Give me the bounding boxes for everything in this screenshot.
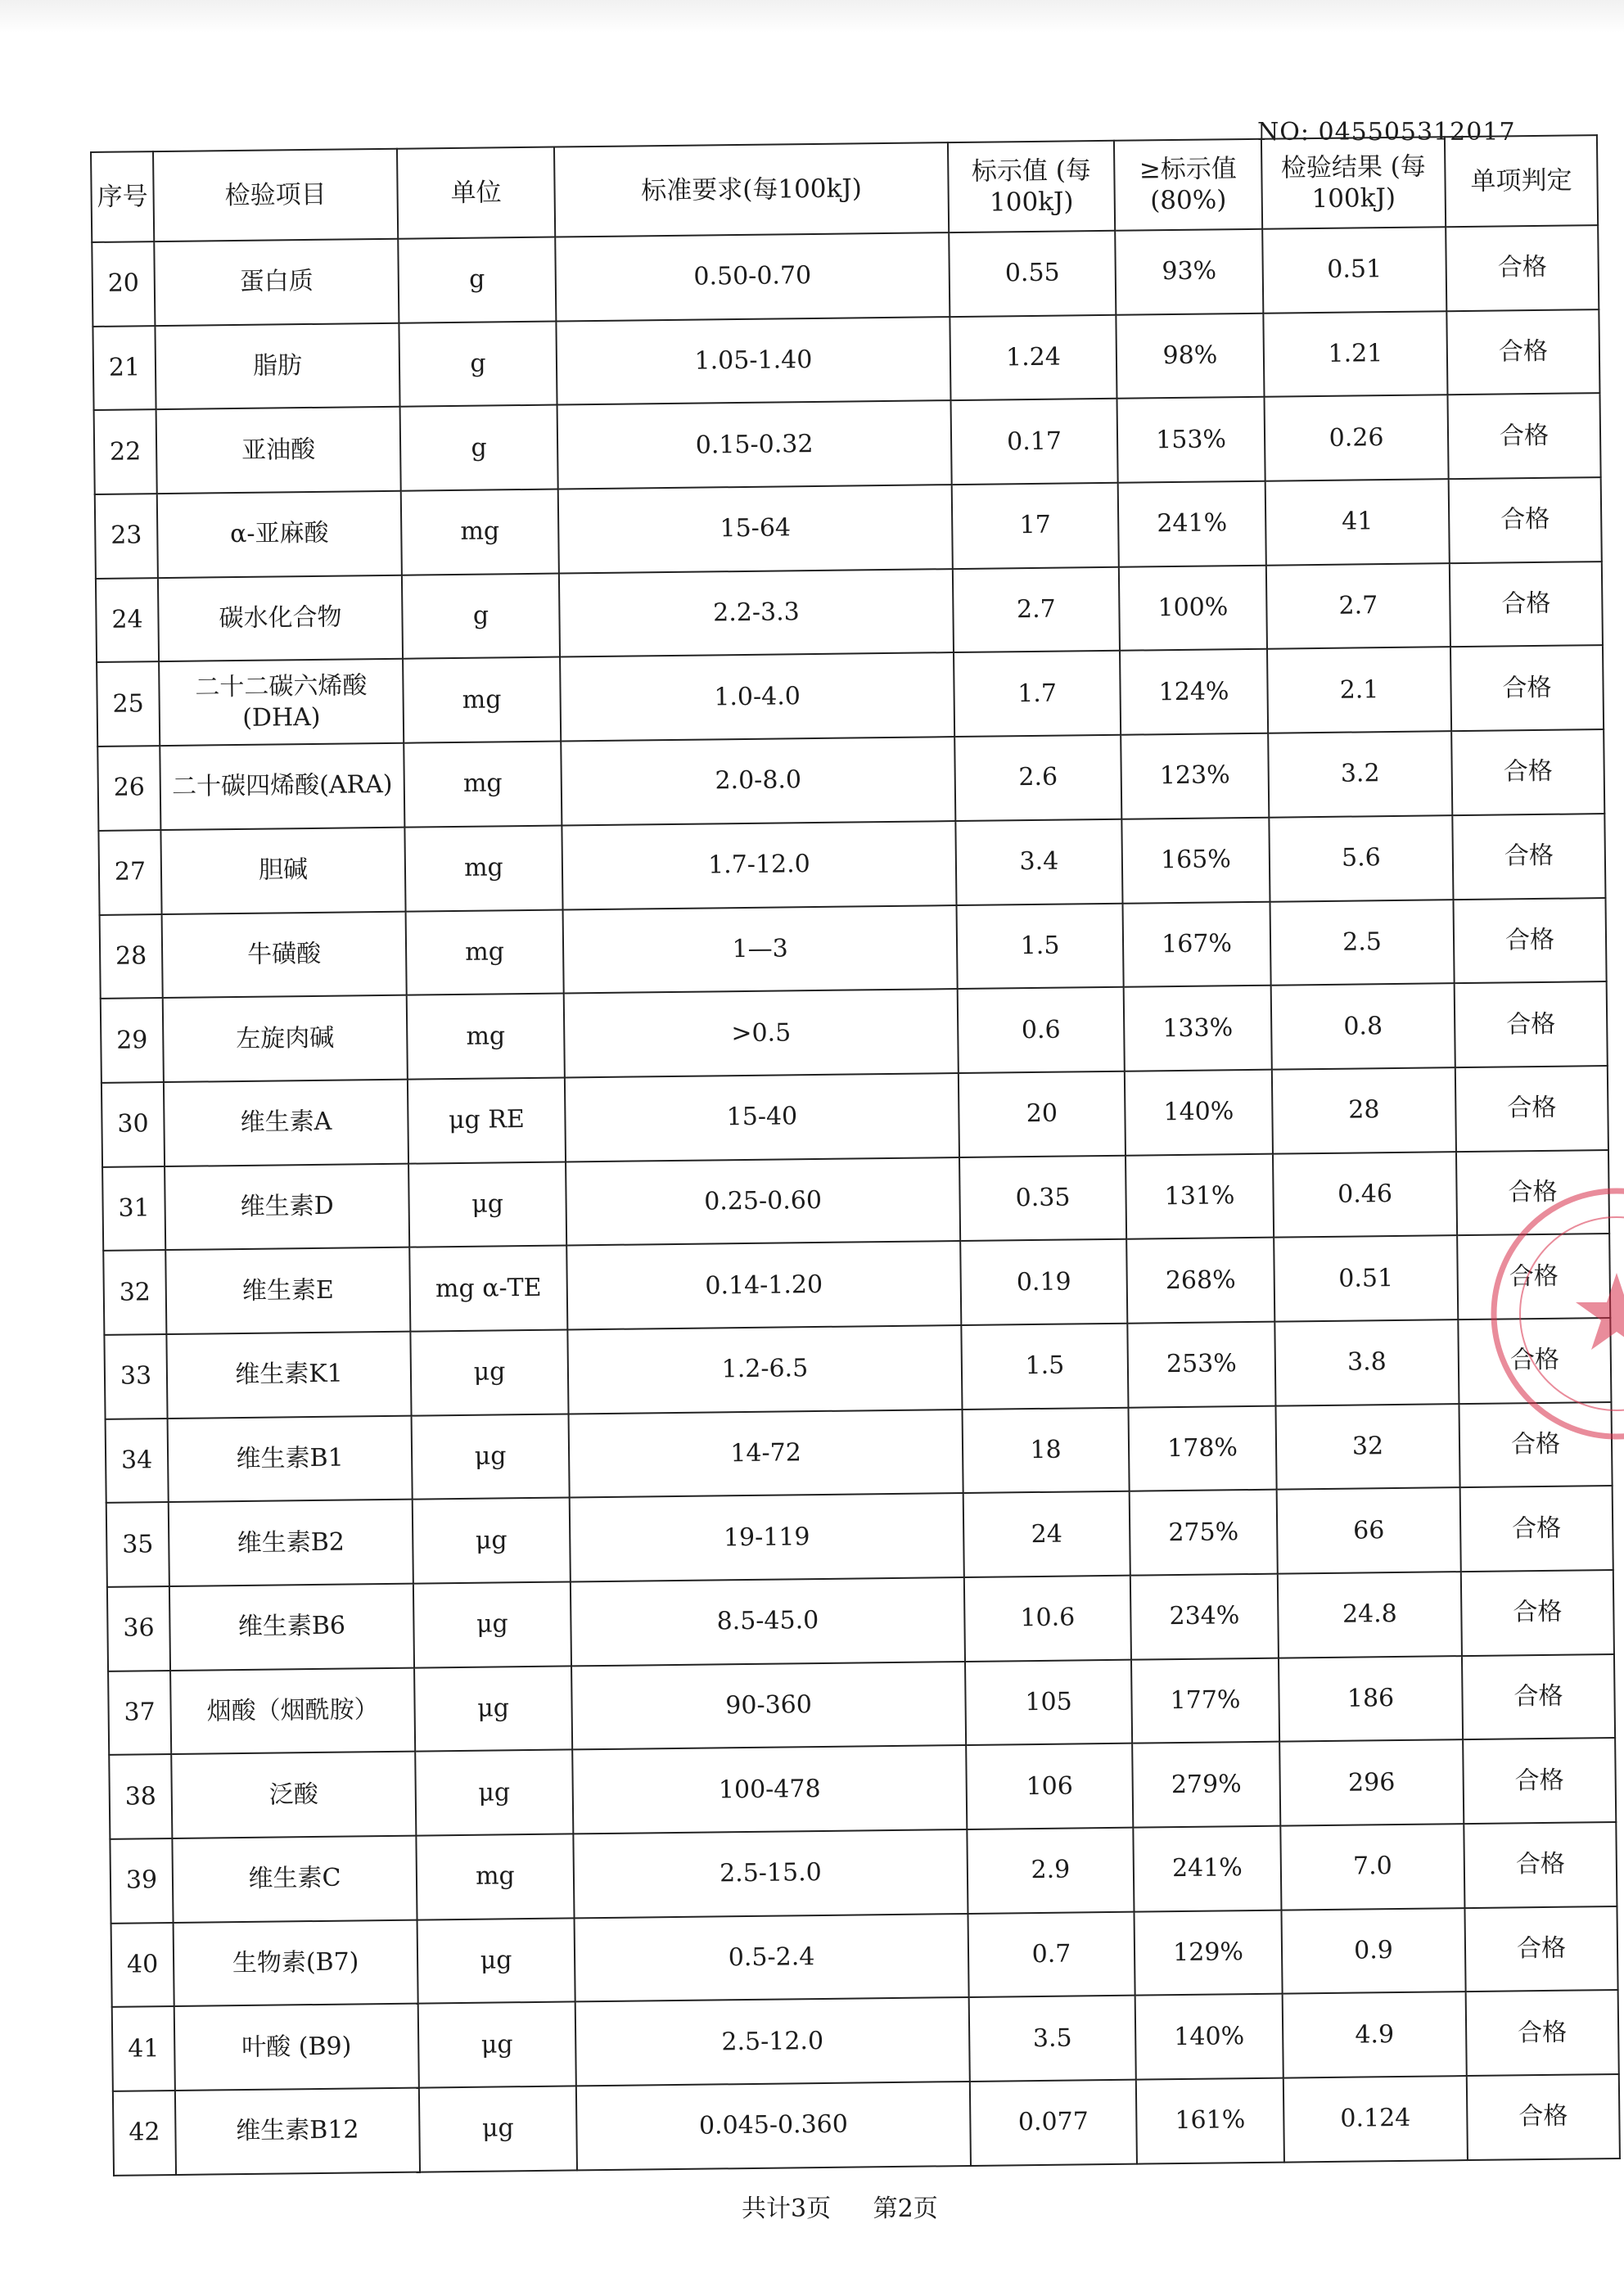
cell-item: 二十碳四烯酸(ARA) — [160, 743, 404, 830]
cell-label-value: 1.5 — [957, 903, 1124, 989]
cell-item: 维生素A — [164, 1080, 408, 1166]
cell-label-value: 0.077 — [970, 2080, 1137, 2166]
cell-label-value: 0.35 — [959, 1155, 1126, 1241]
cell-unit: mg — [404, 825, 562, 911]
cell-ratio: 167% — [1122, 901, 1270, 987]
cell-standard: 100-478 — [572, 1745, 967, 1834]
table-header-row — [91, 135, 1598, 242]
cell-verdict: 合格 — [1464, 1822, 1617, 1908]
cell-unit: μg — [419, 2086, 577, 2172]
cell-result: 0.51 — [1262, 227, 1446, 313]
cell-label-value: 3.5 — [969, 1996, 1136, 2082]
cell-ratio: 133% — [1124, 986, 1272, 1071]
cell-unit: mg α-TE — [409, 1246, 567, 1332]
cell-label-value: 17 — [952, 483, 1119, 569]
cell-item: 胆碱 — [160, 828, 405, 914]
cell-result: 32 — [1275, 1404, 1459, 1490]
cell-ratio: 93% — [1115, 229, 1263, 315]
cell-verdict: 合格 — [1461, 1570, 1614, 1656]
cell-item: 生物素(B7) — [174, 1919, 418, 2006]
cell-item: 叶酸 (B9) — [174, 2004, 419, 2091]
cell-result: 4.9 — [1283, 1992, 1467, 2078]
cell-seq: 25 — [97, 662, 160, 747]
cell-seq: 38 — [109, 1754, 172, 1839]
header-unit: 单位 — [397, 147, 555, 239]
cell-unit: μg — [412, 1414, 570, 1500]
cell-seq: 28 — [100, 914, 163, 999]
cell-ratio: 234% — [1130, 1574, 1279, 1660]
cell-seq: 40 — [111, 1923, 174, 2008]
cell-verdict: 合格 — [1450, 646, 1604, 732]
cell-seq: 34 — [106, 1419, 169, 1504]
cell-item: 维生素B6 — [169, 1584, 414, 1671]
cell-label-value: 20 — [959, 1071, 1126, 1157]
cell-ratio: 178% — [1128, 1405, 1276, 1491]
cell-unit: mg — [403, 657, 561, 743]
cell-ratio: 140% — [1135, 1994, 1283, 2080]
cell-verdict: 合格 — [1449, 477, 1602, 563]
cell-item: 亚油酸 — [156, 407, 401, 494]
cell-unit: μg — [415, 1750, 573, 1836]
cell-result: 2.5 — [1270, 900, 1454, 986]
cell-seq: 29 — [101, 998, 164, 1083]
cell-label-value: 18 — [963, 1407, 1130, 1493]
cell-seq: 32 — [103, 1250, 166, 1335]
cell-ratio: 268% — [1126, 1238, 1274, 1324]
cell-seq: 37 — [108, 1671, 171, 1756]
cell-result: 66 — [1277, 1487, 1461, 1573]
cell-label-value: 2.6 — [954, 735, 1121, 821]
cell-standard: 0.25-0.60 — [566, 1157, 960, 1246]
cell-seq: 31 — [102, 1166, 165, 1252]
cell-standard: 2.5-15.0 — [573, 1829, 968, 1918]
inspection-results-table — [90, 134, 1621, 2176]
cell-item: 维生素D — [165, 1163, 409, 1250]
cell-label-value: 2.7 — [953, 567, 1120, 653]
cell-label-value: 106 — [966, 1743, 1133, 1829]
cell-result: 3.8 — [1274, 1319, 1459, 1405]
cell-item: 牛磺酸 — [162, 911, 407, 998]
cell-standard: 0.50-0.70 — [555, 232, 950, 321]
cell-label-value: 0.17 — [951, 399, 1118, 485]
cell-item: 维生素B12 — [175, 2088, 420, 2175]
header-verdict: 单项判定 — [1445, 135, 1598, 227]
cell-standard: 1.05-1.40 — [556, 317, 950, 405]
cell-verdict: 合格 — [1447, 393, 1600, 479]
cell-result: 0.51 — [1274, 1235, 1458, 1321]
cell-verdict: 合格 — [1455, 981, 1608, 1067]
cell-verdict: 合格 — [1446, 309, 1599, 395]
cell-verdict: 合格 — [1457, 1234, 1610, 1319]
cell-result: 0.26 — [1264, 395, 1448, 481]
cell-ratio: 98% — [1116, 313, 1264, 399]
cell-ratio: 241% — [1118, 481, 1266, 567]
cell-standard: 0.045-0.360 — [576, 2082, 971, 2170]
cell-verdict: 合格 — [1466, 1990, 1619, 2076]
cell-unit: g — [402, 573, 560, 659]
cell-result: 296 — [1279, 1739, 1464, 1825]
cell-result: 0.8 — [1271, 983, 1455, 1069]
cell-standard: 19-119 — [570, 1493, 964, 1581]
table-row — [113, 2074, 1620, 2176]
cell-result: 0.124 — [1283, 2076, 1468, 2162]
cell-standard: 2.2-3.3 — [559, 569, 954, 657]
cell-label-value: 1.7 — [954, 651, 1121, 737]
cell-ratio: 279% — [1132, 1742, 1280, 1828]
cell-standard: 8.5-45.0 — [571, 1577, 965, 1666]
cell-verdict: 合格 — [1467, 2074, 1620, 2160]
cell-result: 0.46 — [1273, 1152, 1457, 1238]
cell-seq: 41 — [112, 2006, 175, 2091]
cell-seq: 21 — [92, 326, 156, 411]
cell-label-value: 105 — [965, 1659, 1132, 1745]
current-page: 第2页 — [873, 2195, 938, 2223]
cell-verdict: 合格 — [1450, 562, 1603, 647]
cell-seq: 22 — [94, 409, 157, 494]
cell-standard: 2.5-12.0 — [575, 1997, 970, 2086]
header-item: 检验项目 — [153, 149, 398, 241]
cell-seq: 20 — [92, 241, 155, 327]
cell-result: 186 — [1279, 1656, 1463, 1742]
cell-label-value: 24 — [963, 1491, 1130, 1577]
cell-label-value: 0.6 — [958, 987, 1125, 1073]
cell-label-value: 1.5 — [961, 1324, 1128, 1410]
scan-shadow — [0, 0, 1624, 33]
cell-verdict: 合格 — [1459, 1402, 1612, 1488]
cell-result: 28 — [1272, 1067, 1456, 1153]
cell-result: 1.21 — [1263, 311, 1447, 397]
cell-item: 维生素B2 — [169, 1500, 413, 1586]
cell-verdict: 合格 — [1456, 1150, 1609, 1236]
cell-unit: μg — [410, 1329, 568, 1415]
table-body — [92, 225, 1620, 2176]
cell-unit: g — [399, 321, 557, 407]
report-number: NO: 045505312017 — [1257, 118, 1516, 147]
header-label-value: 标示值 (每100kJ) — [948, 141, 1115, 232]
cell-unit: μg — [414, 1666, 572, 1752]
cell-unit: μg — [417, 1918, 575, 2004]
cell-standard: 1—3 — [563, 905, 958, 994]
cell-ratio: 100% — [1119, 565, 1267, 651]
cell-item: 维生素K1 — [166, 1332, 411, 1419]
cell-label-value: 3.4 — [955, 819, 1122, 905]
header-seq: 序号 — [91, 151, 154, 242]
cell-unit: μg RE — [408, 1077, 566, 1163]
cell-unit: mg — [404, 742, 562, 828]
cell-verdict: 合格 — [1458, 1318, 1611, 1404]
cell-standard: 1.2-6.5 — [567, 1325, 962, 1414]
cell-item: 维生素B1 — [168, 1415, 413, 1502]
cell-verdict: 合格 — [1460, 1486, 1613, 1572]
cell-item: α-亚麻酸 — [157, 491, 402, 578]
cell-ratio: 124% — [1120, 649, 1268, 735]
cell-result: 5.6 — [1269, 815, 1453, 901]
cell-unit: μg — [413, 1581, 571, 1667]
cell-standard: >0.5 — [564, 989, 959, 1077]
cell-ratio: 123% — [1121, 733, 1269, 819]
cell-label-value: 2.9 — [967, 1828, 1134, 1914]
cell-item: 左旋肉碱 — [163, 995, 408, 1082]
cell-ratio: 177% — [1131, 1658, 1279, 1743]
header-standard: 标准要求(每100kJ) — [554, 142, 949, 237]
cell-item: 碳水化合物 — [158, 575, 403, 661]
cell-standard: 1.7-12.0 — [562, 821, 956, 909]
cell-result: 2.7 — [1266, 563, 1450, 649]
cell-ratio: 161% — [1136, 2078, 1284, 2164]
cell-result: 3.2 — [1268, 731, 1452, 817]
cell-result: 0.9 — [1281, 1908, 1465, 1994]
cell-item: 脂肪 — [155, 323, 399, 409]
cell-seq: 35 — [106, 1502, 169, 1587]
cell-unit: μg — [408, 1162, 566, 1247]
cell-unit: mg — [401, 489, 559, 575]
cell-ratio: 241% — [1133, 1826, 1281, 1912]
cell-label-value: 0.55 — [949, 231, 1116, 317]
cell-result: 41 — [1265, 479, 1450, 565]
cell-result: 24.8 — [1278, 1572, 1462, 1658]
cell-label-value: 10.6 — [964, 1576, 1131, 1662]
cell-standard: 0.14-1.20 — [566, 1241, 961, 1329]
cell-item: 维生素C — [172, 1836, 417, 1923]
cell-unit: mg — [406, 909, 564, 995]
cell-standard: 15-40 — [565, 1073, 959, 1162]
cell-unit: μg — [413, 1498, 571, 1584]
cell-item: 蛋白质 — [154, 239, 399, 326]
cell-ratio: 153% — [1117, 397, 1265, 483]
header-result: 检验结果 (每100kJ) — [1261, 137, 1446, 229]
cell-standard: 2.0-8.0 — [561, 737, 955, 825]
cell-ratio: 275% — [1130, 1490, 1278, 1576]
cell-verdict: 合格 — [1446, 225, 1599, 311]
cell-seq: 24 — [96, 578, 159, 663]
cell-unit: g — [398, 237, 556, 323]
cell-seq: 30 — [102, 1082, 165, 1167]
cell-item: 烟酸（烟酰胺） — [170, 1667, 415, 1754]
cell-seq: 36 — [107, 1586, 170, 1671]
cell-verdict: 合格 — [1462, 1654, 1615, 1740]
cell-item: 泛酸 — [171, 1752, 416, 1838]
cell-label-value: 1.24 — [950, 314, 1116, 400]
cell-seq: 39 — [110, 1838, 173, 1924]
header-ratio: ≥标示值 (80%) — [1114, 139, 1262, 231]
cell-seq: 27 — [98, 830, 161, 915]
cell-label-value: 0.19 — [960, 1239, 1127, 1325]
cell-seq: 33 — [104, 1334, 167, 1419]
cell-unit: μg — [418, 2002, 576, 2088]
cell-seq: 42 — [113, 2091, 176, 2176]
cell-standard: 90-360 — [571, 1662, 966, 1750]
cell-standard: 1.0-4.0 — [560, 653, 954, 742]
cell-ratio: 129% — [1134, 1910, 1282, 1996]
cell-ratio: 253% — [1127, 1322, 1275, 1408]
cell-verdict: 合格 — [1464, 1906, 1617, 1992]
cell-seq: 23 — [95, 494, 158, 579]
cell-seq: 26 — [97, 746, 160, 831]
cell-verdict: 合格 — [1452, 814, 1605, 900]
cell-verdict: 合格 — [1451, 729, 1604, 815]
cell-label-value: 0.7 — [968, 1911, 1135, 1997]
cell-ratio: 165% — [1121, 818, 1270, 904]
cell-item: 二十二碳六烯酸 (DHA) — [159, 659, 404, 746]
cell-standard: 0.5-2.4 — [575, 1914, 969, 2002]
total-pages: 共计3页 — [742, 2195, 832, 2223]
cell-unit: mg — [416, 1834, 574, 1919]
cell-verdict: 合格 — [1453, 898, 1606, 984]
cell-standard: 15-64 — [558, 485, 953, 573]
cell-verdict: 合格 — [1455, 1066, 1608, 1152]
cell-standard: 0.15-0.32 — [557, 400, 952, 489]
page-footer — [742, 2188, 972, 2224]
cell-ratio: 140% — [1125, 1070, 1273, 1156]
cell-verdict: 合格 — [1463, 1738, 1616, 1824]
cell-ratio: 131% — [1126, 1153, 1274, 1239]
cell-unit: mg — [407, 994, 565, 1080]
cell-result: 2.1 — [1267, 647, 1451, 733]
cell-unit: g — [400, 405, 558, 491]
cell-standard: 14-72 — [569, 1410, 963, 1498]
cell-result: 7.0 — [1280, 1824, 1464, 1910]
cell-item: 维生素E — [165, 1247, 410, 1334]
